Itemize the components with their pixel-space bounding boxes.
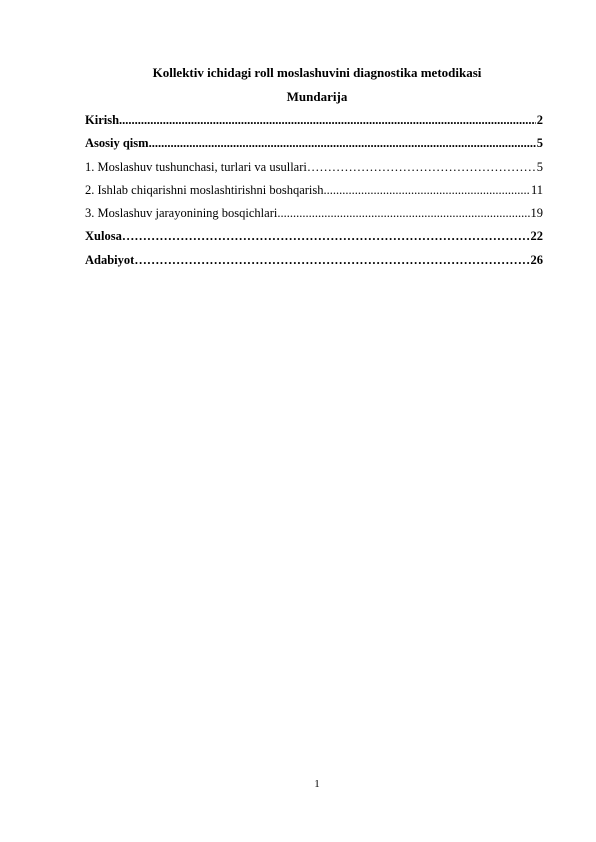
toc-dot-leader — [307, 157, 536, 177]
toc-entry-xulosa[interactable] — [85, 226, 543, 249]
table-of-contents — [85, 110, 543, 273]
toc-entry-adabiyot[interactable] — [85, 250, 543, 273]
toc-dot-leader — [122, 226, 530, 246]
toc-entry-label: Adabiyot — [85, 252, 135, 267]
toc-entry-section-2[interactable] — [85, 180, 543, 203]
toc-entry-page: 26 — [530, 252, 543, 267]
toc-dot-leader — [119, 110, 536, 130]
toc-entry-page: 5 — [536, 136, 543, 151]
document-title: Kollektiv ichidagi roll moslashuvini diagnostika metodikasi — [152, 65, 482, 80]
toc-entry-label: 3. Moslashuv jarayonining bosqichlari — [85, 206, 278, 221]
toc-entry-page: 2 — [536, 113, 543, 127]
toc-dot-leader — [134, 250, 529, 270]
toc-entry-page: 5 — [536, 159, 543, 174]
toc-entry-label: Asosiy qism — [85, 136, 149, 151]
toc-entry-page: 22 — [530, 229, 543, 244]
toc-entry-label: Xulosa — [85, 229, 122, 244]
toc-entry-label: 1. Moslashuv tushunchasi, turlari va usullari — [85, 159, 307, 174]
toc-dot-leader — [277, 203, 529, 223]
toc-entry-page: 19 — [530, 206, 543, 221]
toc-entry-section-3[interactable] — [85, 203, 543, 226]
toc-heading: Mundarija — [286, 89, 348, 104]
toc-entry-label: Kirish — [85, 113, 120, 127]
toc-entry-asosiy-qism[interactable] — [85, 133, 543, 156]
toc-entry-section-1[interactable] — [85, 157, 543, 180]
toc-entry-label: 2. Ishlab chiqarishni moslashtirishni boshqarish — [85, 182, 324, 197]
toc-dot-leader — [149, 133, 536, 153]
toc-entry-kirish[interactable] — [85, 110, 543, 133]
page-number: 1 — [314, 778, 320, 790]
toc-entry-page: 11 — [530, 182, 543, 197]
toc-dot-leader — [324, 180, 530, 200]
